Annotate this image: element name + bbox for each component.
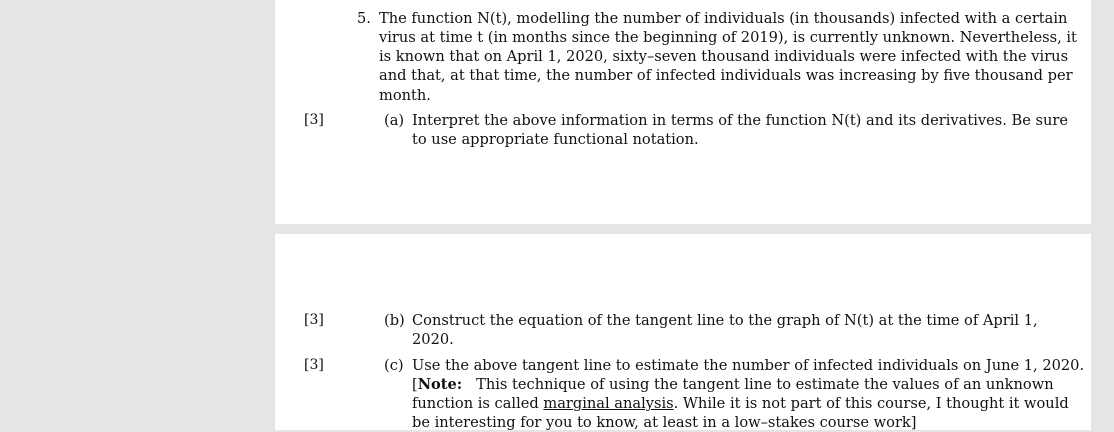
note-bracket: [ <box>412 376 418 393</box>
question-number: 5. <box>357 10 371 27</box>
part-c-line: Use the above tangent line to estimate the number of infected individuals on June 1, 2020. <box>412 357 1085 374</box>
question-line: and that, at that time, the number of infected individuals was increasing by five thousand per <box>379 67 1073 84</box>
part-c-label: (c) <box>384 357 404 374</box>
note-text: This technique of using the tangent line to estimate the values of an unknown <box>476 376 1054 393</box>
part-c-note-line <box>412 375 1054 394</box>
marks-part-b: [3] <box>304 312 324 328</box>
part-a-line: Interpret the above information in terms of the function N(t) and its derivatives. Be sure <box>412 112 1069 129</box>
part-b-line: 2020. <box>412 331 454 348</box>
part-c-text: . While it is not part of this course, I thought it would <box>673 395 1069 412</box>
question-line: virus at time t (in months since the beginning of 2019), is currently unknown. Nevertheless, it <box>379 29 1077 46</box>
note-label: Note: <box>417 376 463 393</box>
question-line: is known that on April 1, 2020, sixty–seven thousand individuals were infected with the virus <box>379 48 1069 65</box>
marks-part-a: [3] <box>304 112 324 128</box>
part-a-line: to use appropriate functional notation. <box>412 131 699 148</box>
marks-part-c: [3] <box>304 357 324 373</box>
marginal-analysis-term: marginal analysis <box>543 395 674 412</box>
part-c-line <box>412 394 1069 413</box>
part-a-label: (a) <box>384 112 405 129</box>
part-c-text: function is called <box>412 395 544 412</box>
part-c-line: be interesting for you to know, at least in a low–stakes course work] <box>412 414 917 431</box>
question-line: The function N(t), modelling the number of individuals (in thousands) infected with a certain <box>379 10 1068 27</box>
part-b-label: (b) <box>384 312 405 329</box>
part-b-line: Construct the equation of the tangent line to the graph of N(t) at the time of April 1, <box>412 312 1038 329</box>
question-line: month. <box>379 87 431 104</box>
